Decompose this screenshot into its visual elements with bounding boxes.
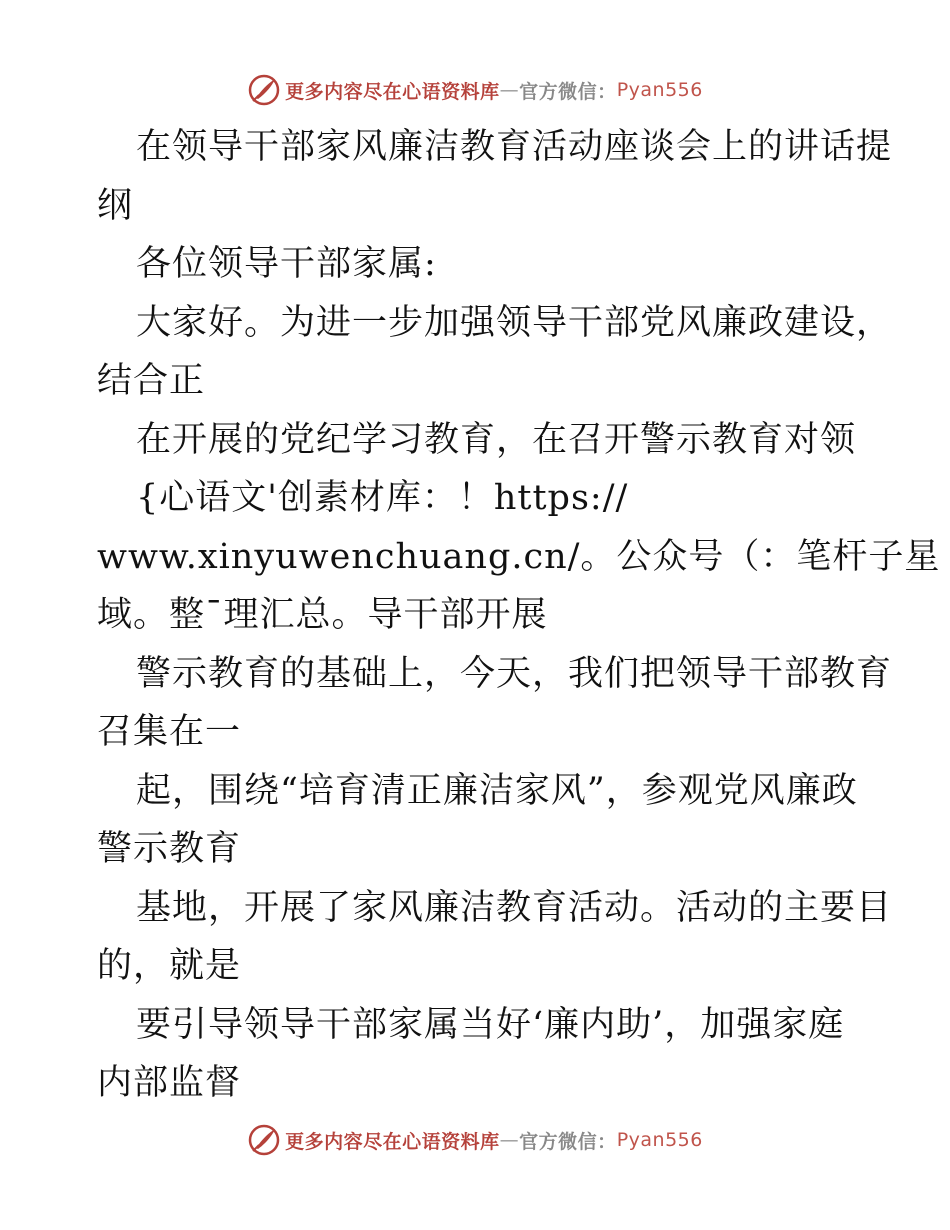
paragraph-line: {心语文'创素材库：！https:// [136, 478, 629, 518]
watermark-wechat-label: 官方微信： [519, 80, 617, 103]
paragraph-line: 警示教育 [97, 829, 242, 869]
document-title-line-2: 纲 [97, 185, 134, 226]
paragraph-line: 内部监督 [97, 1063, 242, 1103]
salutation-line: 各位领导干部家属: [136, 244, 437, 284]
paragraph-line: 警示教育的基础上，今天，我们把领导干部教育 [136, 653, 893, 694]
watermark-wechat-label: 官方微信： [519, 1130, 617, 1153]
paragraph-line: 的，就是 [97, 946, 242, 986]
paragraph-line: 基地，开展了家风廉洁教育活动。活动的主要目 [136, 887, 893, 928]
paragraph-line: 召集在一 [97, 712, 242, 752]
watermark-brand-text: 更多内容尽在心语资料库 [285, 80, 500, 103]
document-title-line-1: 在领导干部家风廉洁教育活动座谈会上的讲话提 [136, 127, 893, 167]
paragraph-line: 域。整¯理汇总。导干部开展 [97, 595, 548, 635]
feather-pen-logo-icon [247, 1123, 281, 1157]
header-watermark-banner [0, 70, 950, 110]
paragraph-line: 结合正 [97, 361, 206, 401]
feather-pen-logo-icon [247, 73, 281, 107]
paragraph-line: 在开展的党纪学习教育，在召开警示教育对领 [136, 419, 857, 460]
paragraph-line: 起，围绕“培育清正廉洁家风”，参观党风廉政 [136, 770, 858, 811]
document-body [97, 118, 941, 1113]
paragraph-line: www.xinyuwenchuang.cn/。公众号（：笔杆子星 [97, 536, 941, 577]
watermark-separator: — [499, 79, 520, 101]
watermark-brand-text: 更多内容尽在心语资料库 [285, 1130, 500, 1153]
watermark-wechat-id: Pyan556 [616, 1129, 703, 1151]
paragraph-line: 要引导领导干部家属当好‘廉内助’，加强家庭 [136, 1004, 845, 1045]
watermark-wechat-id: Pyan556 [616, 79, 703, 101]
watermark-separator: — [499, 1129, 520, 1151]
footer-watermark-banner [0, 1120, 950, 1160]
paragraph-line: 大家好。为进一步加强领导干部党风廉政建设， [136, 302, 893, 343]
